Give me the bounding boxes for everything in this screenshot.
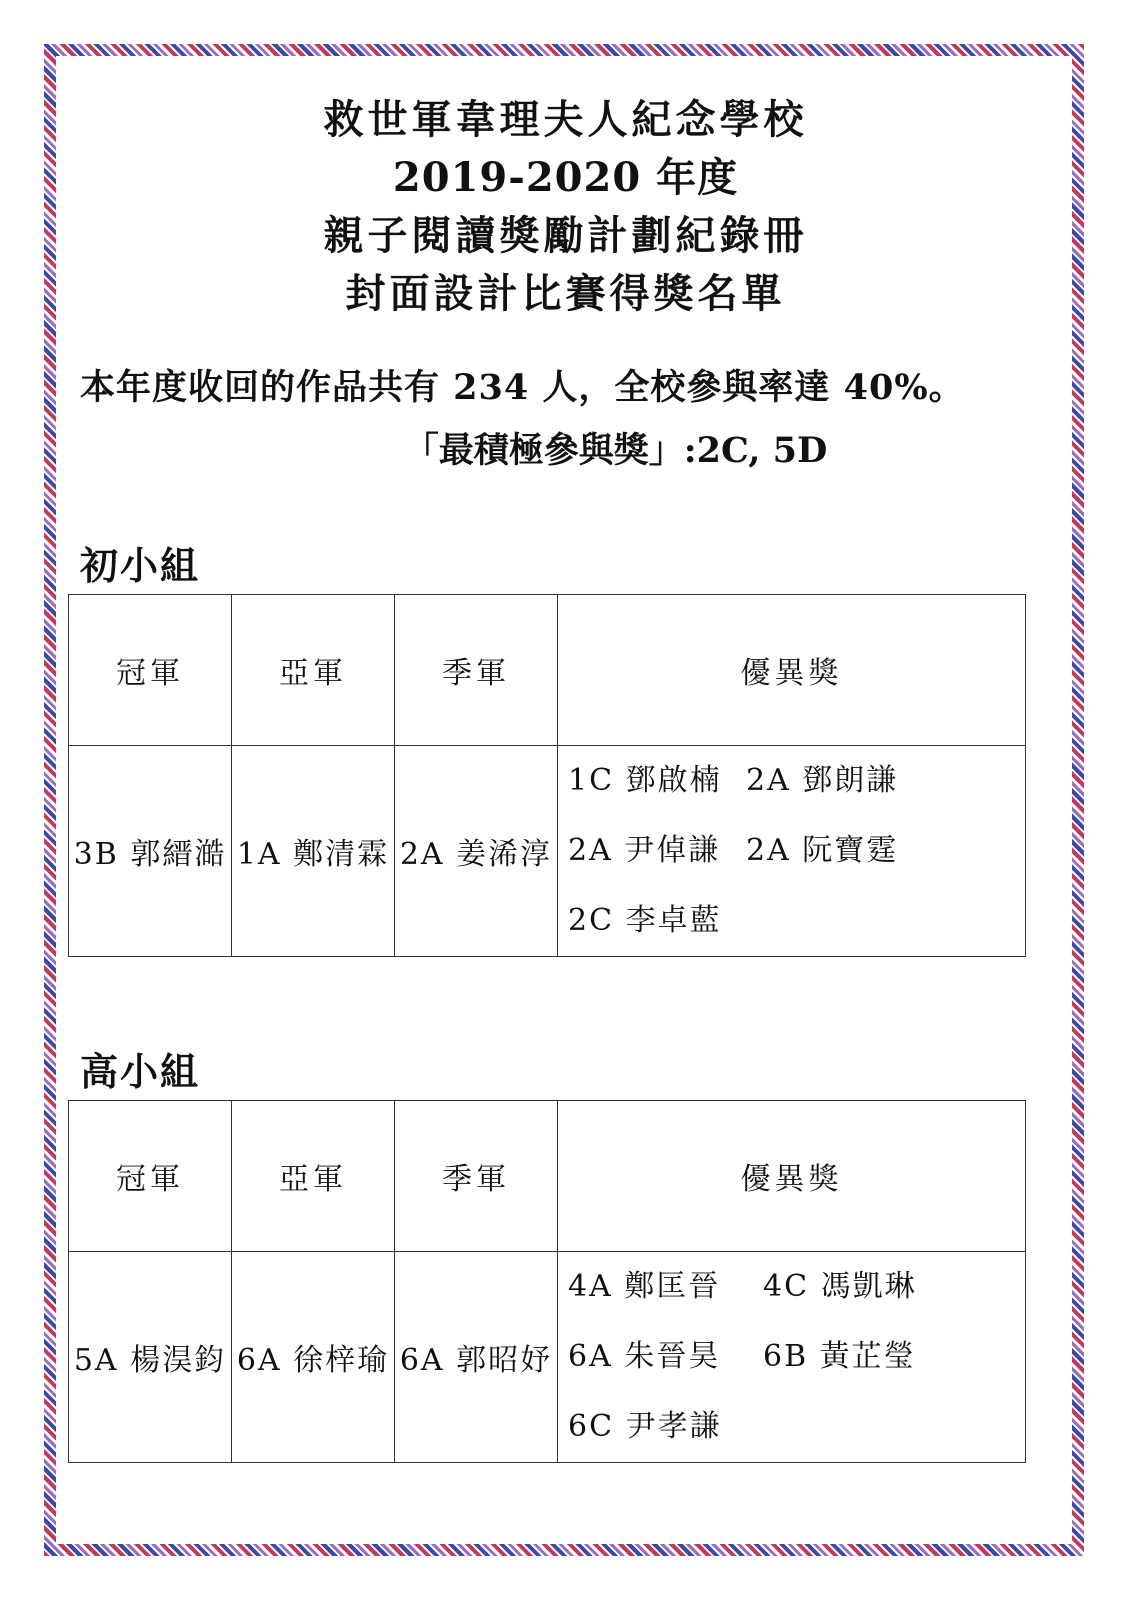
merit-winner: 1C 鄧啟楠 xyxy=(568,763,722,798)
senior-group-title: 高小組 xyxy=(80,1049,201,1094)
table-row xyxy=(69,1252,1026,1463)
first-runner-up-header: 亞軍 xyxy=(232,1101,395,1252)
merit-winner: 4C 馮凱琳 xyxy=(763,1269,917,1304)
table-header-row xyxy=(69,1101,1026,1252)
merit-winner: 6B 黃芷瑩 xyxy=(763,1339,916,1374)
merit-winner: 4A 鄭匡晉 xyxy=(568,1269,721,1304)
merit-winner: 6C 尹孝謙 xyxy=(568,1409,722,1444)
participation-summary: 本年度收回的作品共有 234 人，全校參與率達 40%。 xyxy=(80,367,965,408)
merit-winner: 2A 鄧朗謙 xyxy=(746,763,899,798)
senior-second-runner-up: 6A 郭昭妤 xyxy=(395,1252,558,1463)
senior-champion: 5A 楊淏鈞 xyxy=(69,1252,232,1463)
merit-winner: 2C 李卓藍 xyxy=(568,903,722,938)
merit-winner: 2A 尹倬謙 xyxy=(568,833,721,868)
senior-awards-table xyxy=(68,1100,1026,1463)
table-row xyxy=(69,746,1026,957)
merit-winner: 6A 朱晉昊 xyxy=(568,1339,721,1374)
junior-awards-table xyxy=(68,594,1026,957)
first-runner-up-header: 亞軍 xyxy=(232,595,395,746)
second-runner-up-header: 季軍 xyxy=(395,595,558,746)
program-title: 親子閱讀獎勵計劃紀錄冊 xyxy=(323,212,808,259)
junior-group-title: 初小組 xyxy=(80,543,201,588)
table-header-row xyxy=(69,595,1026,746)
school-name: 救世軍韋理夫人紀念學校 xyxy=(323,96,808,143)
champion-header: 冠軍 xyxy=(69,1101,232,1252)
junior-merit-list xyxy=(558,746,1026,957)
second-runner-up-header: 季軍 xyxy=(395,1101,558,1252)
merit-header: 優異獎 xyxy=(558,1101,1026,1252)
senior-merit-list xyxy=(558,1252,1026,1463)
junior-first-runner-up: 1A 鄭清霖 xyxy=(232,746,395,957)
senior-first-runner-up: 6A 徐梓瑜 xyxy=(232,1252,395,1463)
junior-champion: 3B 郭縉澔 xyxy=(69,746,232,957)
merit-header: 優異獎 xyxy=(558,595,1026,746)
junior-second-runner-up: 2A 姜浠淳 xyxy=(395,746,558,957)
champion-header: 冠軍 xyxy=(69,595,232,746)
contest-title: 封面設計比賽得獎名單 xyxy=(345,270,786,317)
school-year: 2019-2020 年度 xyxy=(392,154,739,201)
merit-winner: 2A 阮寶霆 xyxy=(746,833,899,868)
active-participation-award: 「最積極參與獎」:2C, 5D xyxy=(403,430,828,471)
